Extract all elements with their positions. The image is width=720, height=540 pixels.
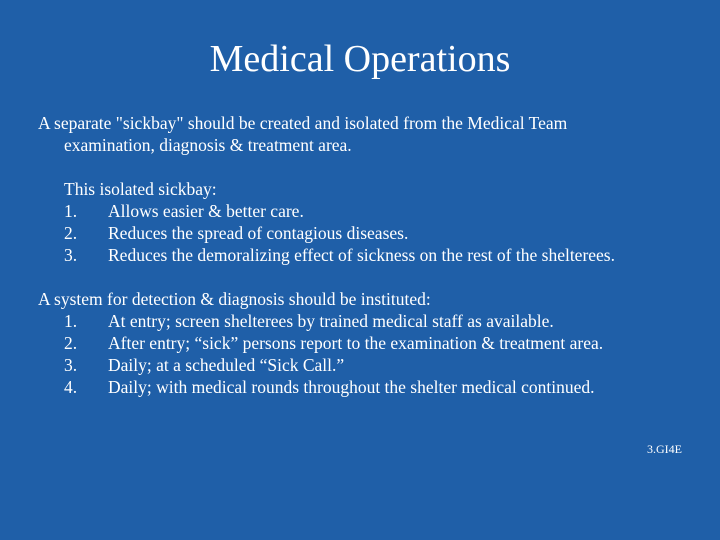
system-item-number: 2. [64, 333, 78, 353]
sickbay-heading: This isolated sickbay: [64, 179, 217, 199]
system-item [38, 354, 698, 376]
sickbay-item-text: Allows easier & better care. [108, 201, 304, 221]
slide-body [38, 112, 698, 398]
intro-paragraph [38, 112, 698, 156]
sickbay-item-text: Reduces the demoralizing effect of sickness on the rest of the shelterees. [108, 245, 615, 265]
system-heading: A system for detection & diagnosis should be instituted: [38, 289, 431, 309]
system-item-number: 3. [64, 355, 78, 375]
system-item [38, 310, 698, 332]
system-item [38, 376, 698, 398]
system-item-text: Daily; with medical rounds throughout the shelter medical continued. [108, 377, 595, 397]
slide-code: 3.GI4E [647, 442, 682, 456]
sickbay-item-number: 2. [64, 223, 78, 243]
system-item-text: After entry; “sick” persons report to the examination & treatment area. [108, 333, 604, 353]
sickbay-item-text: Reduces the spread of contagious diseases. [108, 223, 409, 243]
intro-line-2: examination, diagnosis & treatment area. [64, 135, 352, 155]
system-item-text: Daily; at a scheduled “Sick Call.” [108, 355, 345, 375]
system-item [38, 332, 698, 354]
slide-title: Medical Operations [209, 38, 511, 80]
system-item-text: At entry; screen shelterees by trained medical staff as available. [108, 311, 554, 331]
sickbay-item-number: 3. [64, 245, 78, 265]
sickbay-item [38, 244, 698, 266]
system-item-number: 4. [64, 377, 78, 397]
intro-line-1: A separate "sickbay" should be created and isolated from the Medical Team [38, 113, 568, 133]
sickbay-item-number: 1. [64, 201, 78, 221]
system-item-number: 1. [64, 311, 78, 331]
sickbay-item [38, 222, 698, 244]
sickbay-item [38, 200, 698, 222]
